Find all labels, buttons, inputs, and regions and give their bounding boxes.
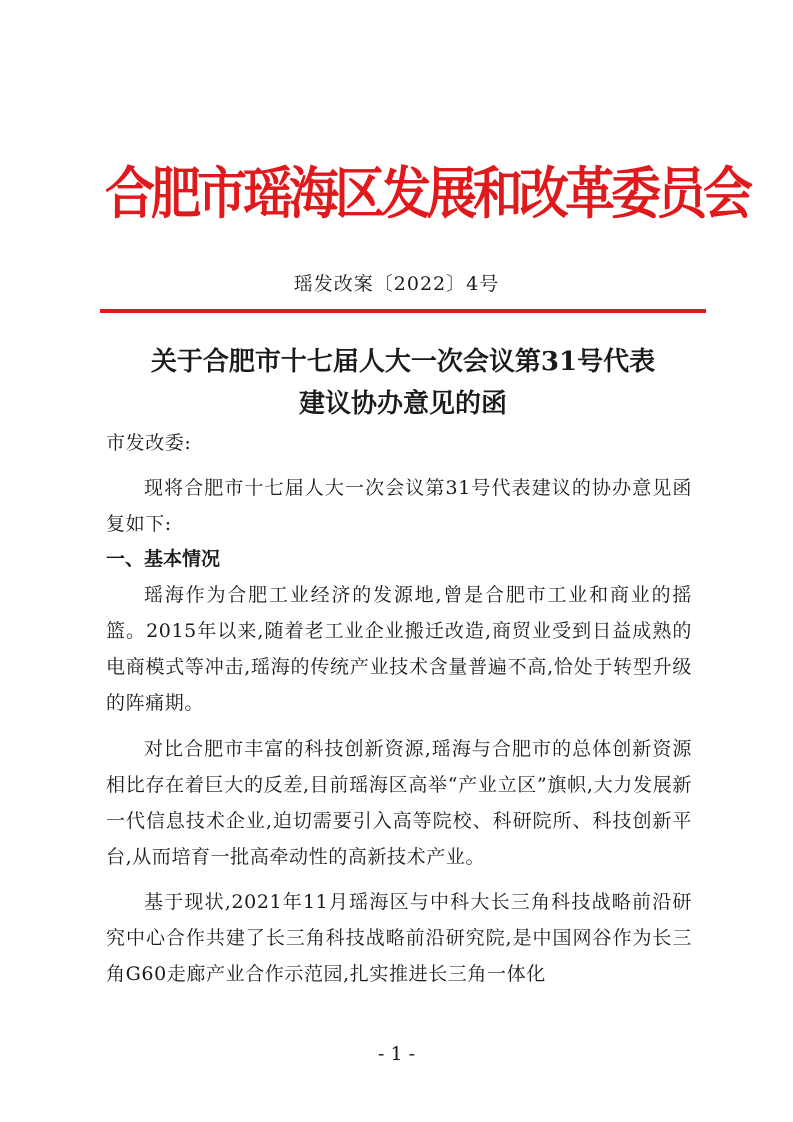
salutation: 市发改委: [106, 432, 192, 454]
page-number: - 1 - [377, 1043, 415, 1065]
document-number: 瑶发改案〔2022〕4号 [293, 273, 500, 295]
section-heading-basic-situation: 一、基本情况 [106, 548, 221, 570]
title-line-1: 关于合肥市十七届人大一次会议第31号代表 [150, 347, 656, 377]
paragraph-2: 对比合肥市丰富的科技创新资源,瑶海与合肥市的总体创新资源相比存在着巨大的反差,目前瑶海区高举“产业立区”旗帜,大力发展新一代信息技术企业,迫切需要引入高等院校、科研院所、科技创新平台,从而培育一批高牵动性的高新技术产业。 [106, 738, 692, 868]
paragraph-1: 瑶海作为合肥工业经济的发源地,曾是合肥市工业和商业的摇篮。2015年以来,随着老工业企业搬迁改造,商贸业受到日益成熟的电商模式等冲击,瑶海的传统产业技术含量普遍不高,恰处于转型升级的阵痛期。 [106, 584, 692, 714]
title-line-2: 建议协办意见的函 [298, 389, 507, 419]
issuer-name: 合肥市瑶海区发展和改革委员会 [105, 161, 749, 227]
document-title [100, 341, 706, 425]
paragraph-3: 基于现状,2021年11月瑶海区与中科大长三角科技战略前沿研究中心合作共建了长三角科技战略前沿研究院,是中国网谷作为长三角G60走廊产业合作示范园,扎实推进长三角一体化 [106, 891, 692, 985]
red-separator-line [100, 309, 706, 313]
intro-paragraph: 现将合肥市十七届人大一次会议第31号代表建议的协办意见函复如下: [106, 477, 692, 535]
